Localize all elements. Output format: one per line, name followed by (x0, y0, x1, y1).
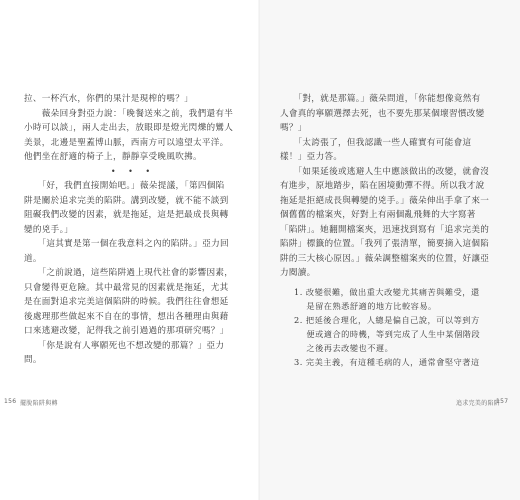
paragraph-line: 嗎？」 (280, 123, 307, 133)
list-item: 是留在熟悉舒適的地方比較容易。 (294, 301, 437, 311)
paragraph-line: 薇朵回身對亞力說：「晚餐送來之前，我們還有半 (24, 108, 234, 119)
list-item: 1. 改變很難，做出重大改變尤其痛苦與難受，還 (294, 287, 480, 297)
running-title-left: 擺脫陷阱與轉 (20, 400, 58, 407)
paragraph-line: 小時可以談」，兩人走出去，放眼即是燈光閃爍的鸞人 (24, 123, 234, 133)
paragraph-line: 人會真的寧願選擇去死，也不要先那某個壞習慣改變 (280, 108, 485, 119)
paragraph-line: 阻礙我們改變的因素，就是拖延，這是把最成長與轉 (24, 210, 229, 220)
paragraph-line: 阱是關於追求完美的陷阱。講到改變，就不能不談到 (24, 195, 229, 206)
paragraph-line: 陷阱」標籤的位置。「我列了張清單，簡要摘入這個陷 (280, 239, 490, 249)
paragraph-line: 「太誇張了，但我認識一些人確實有可能會這 (280, 137, 472, 148)
list-item: 之後再去改變也不遲。 (294, 343, 394, 353)
paragraph-line: 只會變得更危險。其中最常見的因素就是拖延，尤其 (24, 282, 229, 293)
paragraph-line: 拖延是拒絕成長與轉變的兇手。」薇朵伸出手拿了來一 (280, 195, 490, 206)
paragraph-line: 道。 (24, 253, 42, 264)
page-number-right: 157 (496, 398, 509, 405)
paragraph-line: 有進步，原地踏步，陷在困境動彈不得。所以我才說 (280, 181, 485, 191)
paragraph-line: 個舊舊的檔案夾，好對上有兩個亂飛舞的大字寫著 (280, 210, 476, 220)
right-page (260, 0, 520, 500)
paragraph-line: 「這其實是第一個在我意料之內的陷阱。」亞力回 (24, 239, 229, 249)
paragraph-line: 「如果延後或逃避人生中應該做出的改變，就會沒 (280, 166, 490, 177)
paragraph-line: 「好，我們直接開始吧。」薇朵提議，「第四個陷 (24, 181, 225, 191)
paragraph-line: 是在面對追求完美這個陷阱的時候。我們往往會想延 (24, 297, 229, 307)
list-item: 2. 把延後合理化，人總是偏自己說，可以等到方 (294, 315, 480, 325)
paragraph-line: 後處理那些做起來不自在的事情，想出各種理由與藉 (24, 311, 229, 322)
paragraph-line: 美景，北邊是聖蓋博山脈，西南方可以遠望太平洋。 (24, 137, 229, 148)
left-page-body (24, 92, 242, 368)
numbered-list (294, 285, 504, 369)
paragraph-line: 阱的三大核心原因。」薇朵調整檔案夾的位置，好讓亞 (280, 253, 490, 264)
page-number-left: 156 (4, 398, 17, 405)
paragraph-line: 問。 (24, 355, 42, 365)
paragraph-line: 「之前說過，這些陷阱過上現代社會的影響因素， (24, 268, 234, 278)
paragraph-line: 樣！」亞力答。 (280, 152, 343, 162)
paragraph-line: 「你是說有人寧願死也不想改變的那篇？」亞力 (24, 340, 225, 351)
list-item: 3. 完美主義，有這種毛病的人，通常會堅守著這 (294, 357, 480, 367)
paragraph-line: 「對，就是那篇。」薇朵問道，「你能想像竟然有 (280, 94, 481, 104)
paragraph-line: 變的兇手。」 (24, 224, 74, 235)
paragraph-line: 力閱讀。 (280, 268, 316, 278)
list-item: 便或適合的時機，等到完成了人生中某個階段 (294, 329, 481, 339)
paragraph-line: 拉、一杯汽水，你們的果汁是現榨的嗎？」 (24, 94, 193, 104)
paragraph-line: 他們坐在舒適的椅子上，靜靜享受晚風吹拂。 (24, 152, 202, 162)
paragraph-line: 「陷阱」。她翻開檔案夾，迅速找到寫有「追求完美的 (280, 224, 490, 235)
running-title-right: 追求完美的陷阱 (456, 400, 501, 407)
right-page-body (280, 92, 502, 281)
paragraph-line: 口來逃避改變，記得我之前引過過的那項研究嗎？」 (24, 326, 229, 336)
section-separator: • • • (110, 166, 156, 176)
